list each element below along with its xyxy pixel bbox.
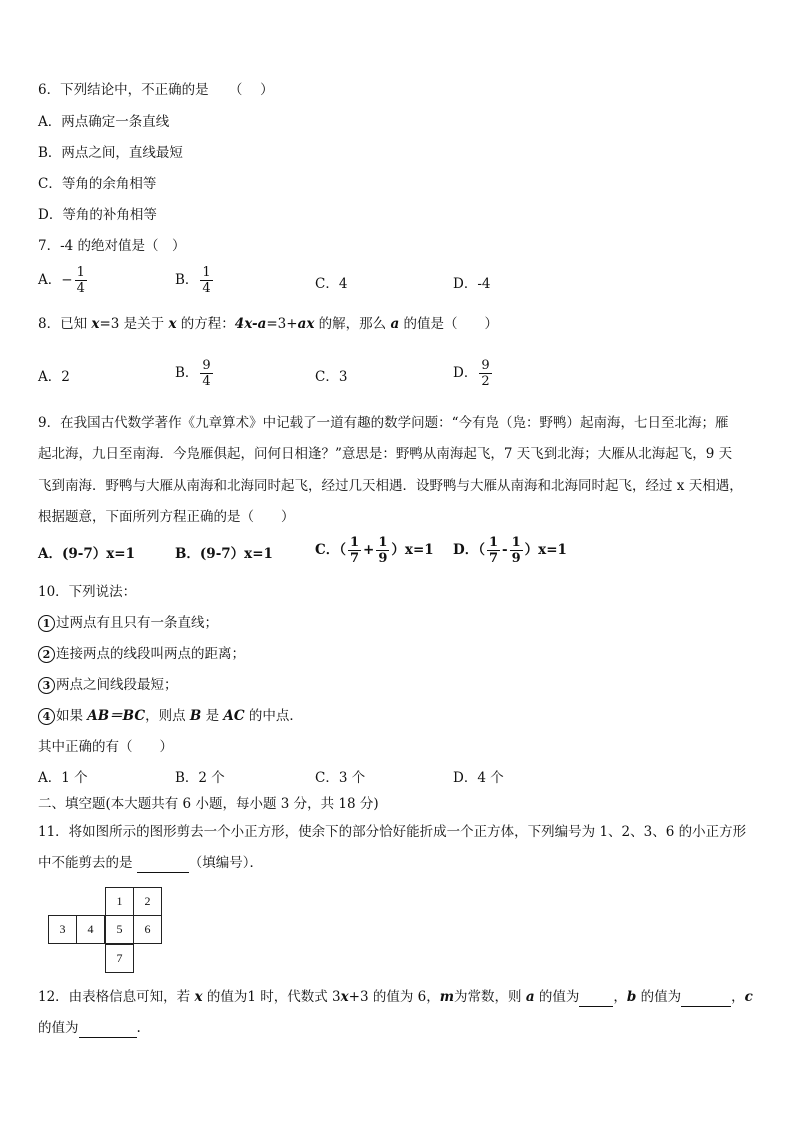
q10-option-b: B．2 个 [175, 770, 225, 786]
q7-option-c: C．4 [315, 276, 348, 292]
fraction: $\frac{9}{4}$ [202, 358, 211, 389]
q10-statement-2: 2 连接两点的线段叫两点的距离； [38, 644, 245, 664]
q9-line-1: 9．在我国古代数学著作《九章算术》中记载了一道有趣的数学问题：“今有凫（凫：野鸭）起南海，七日至北海；雁 [38, 415, 729, 431]
q10-statement-3: 3 两点之间线段最短； [38, 675, 178, 695]
net-cell-6: 6 [133, 915, 162, 944]
q9-line-2: 起北海，九日至南海．今凫雁俱起，问何日相逢？”意思是：野鸭从南海起飞，7 天飞到北海；大雁从北海起飞，9 天 [38, 446, 733, 462]
fraction: $\frac{1}{4}$ [202, 265, 211, 296]
q9-option-b: B．(9-7）x=1 [175, 546, 273, 562]
q9-option-a: A．(9-7）x=1 [38, 546, 136, 562]
q9-line-4: 根据题意，下面所列方程正确的是（ ） [38, 509, 295, 525]
q7-stem: 7．-4 的绝对值是（ ） [38, 238, 186, 254]
section-heading: 二、填空题(本大题共有 6 小题，每小题 3 分，共 18 分) [38, 796, 379, 812]
q10-option-a: A．1 个 [38, 770, 88, 786]
net-cell-2: 2 [133, 887, 162, 916]
q6-option-c: C．等角的余角相等 [38, 176, 157, 192]
fraction: $\frac{1}{7}$ [488, 535, 499, 566]
q7-option-a: A．− $\frac{1}{4}$ [38, 265, 85, 296]
fraction: $\frac{1}{9}$ [511, 535, 521, 566]
q10-stem: 10．下列说法： [38, 584, 137, 600]
q8-option-b: B． $\frac{9}{4}$ [175, 358, 211, 389]
q12-line-1: 12．由表格信息可知，若 x 的值为1 时，代数式 3x+3 的值为 6，m为常数，则 a 的值为 ，b 的值为 ，c [38, 989, 753, 1005]
q8-stem: 8．已知 x=3 是关于 x 的方程：4x-a=3+ax 的解，那么 a 的值是（ ） [38, 316, 499, 332]
q8-option-c: C．3 [315, 369, 348, 385]
q11-line-2: 中不能剪去的是 （填编号）． [38, 855, 264, 871]
answer-blank-a[interactable] [579, 992, 613, 1007]
q6-option-b: B．两点之间，直线最短 [38, 145, 183, 161]
net-cell-1: 1 [105, 887, 134, 916]
q8-option-d: D． $\frac{9}{2}$ [453, 358, 490, 389]
q7-option-b: B． $\frac{1}{4}$ [175, 265, 211, 296]
net-cell-3: 3 [48, 915, 77, 944]
q9-option-d: D．（ $\frac{1}{7}$ - $\frac{1}{9}$ ）x=1 [453, 535, 567, 566]
q6-stem: 6．下列结论中，不正确的是 （ ） [38, 82, 274, 98]
q10-option-d: D．4 个 [453, 770, 504, 786]
q9-line-3: 飞到南海．野鸭与大雁从南海和北海同时起飞，经过几天相遇．设野鸭与大雁从南海和北海同时起飞，经过 x 天相遇， [38, 478, 743, 494]
answer-blank-c[interactable] [79, 1023, 137, 1038]
q10-option-c: C．3 个 [315, 770, 366, 786]
q9-option-c: C．（ $\frac{1}{7}$ + $\frac{1}{9}$ ）x=1 [315, 535, 434, 566]
net-cell-5: 5 [105, 915, 134, 944]
q10-statement-4: 4 如果 AB＝BC，则点 B 是 AC 的中点． [38, 706, 303, 726]
answer-blank[interactable] [137, 858, 189, 873]
fraction: $\frac{9}{2}$ [481, 358, 490, 389]
net-cell-7: 7 [105, 944, 134, 973]
fraction: $\frac{1}{7}$ [350, 535, 360, 566]
q6-option-a: A．两点确定一条直线 [38, 114, 170, 130]
net-cell-4: 4 [76, 915, 105, 944]
q7-option-d: D．-4 [453, 276, 491, 292]
q6-option-d: D．等角的补角相等 [38, 207, 157, 223]
q12-line-2: 的值为 . [38, 1020, 141, 1036]
q10-ask: 其中正确的有（ ） [38, 739, 173, 755]
q8-option-a: A．2 [38, 369, 70, 385]
q11-line-1: 11．将如图所示的图形剪去一个小正方形，使余下的部分恰好能折成一个正方体，下列编号为 1、2、3、6 的小正方形 [38, 824, 747, 840]
q10-statement-1: 1 过两点有且只有一条直线； [38, 613, 218, 633]
answer-blank-b[interactable] [681, 992, 731, 1007]
fraction: $\frac{1}{9}$ [378, 535, 388, 566]
fraction: $\frac{1}{4}$ [76, 265, 85, 296]
